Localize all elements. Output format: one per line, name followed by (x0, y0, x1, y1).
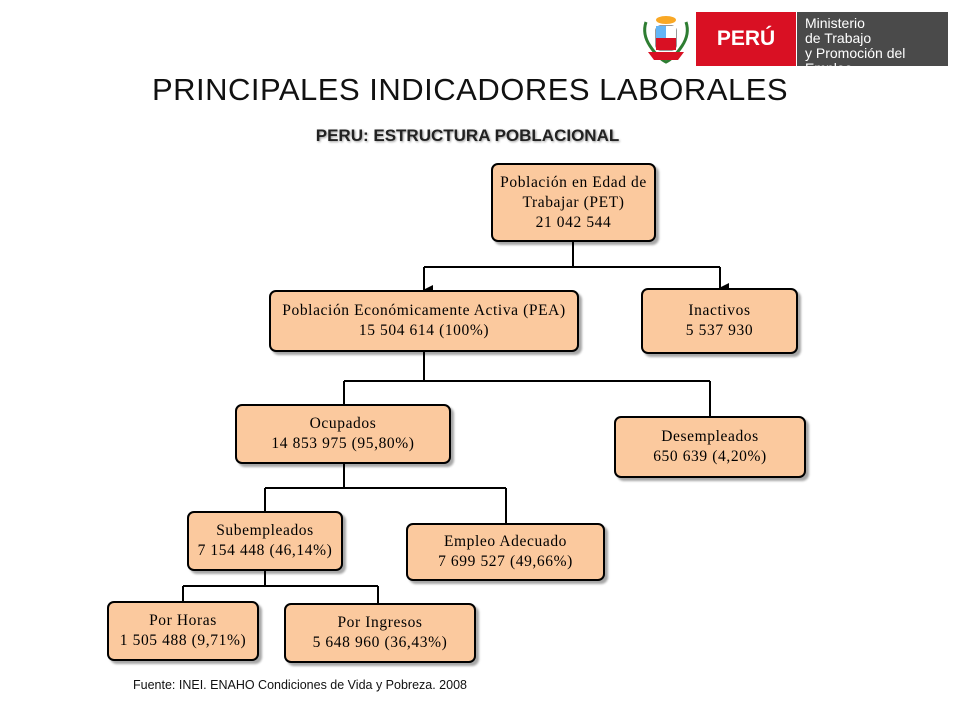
page-subtitle: PERU: ESTRUCTURA POBLACIONAL (315, 126, 620, 145)
node-inactivos-line-1: Inactivos (688, 302, 751, 319)
node-por-horas-line-2: 1 505 488 (9,71%) (119, 632, 247, 649)
node-desempleados-line-1: Desempleados (661, 428, 759, 445)
node-empleo-adecuado-line-2: 7 699 527 (49,66%) (438, 553, 573, 570)
node-por-ingresos-line-1: Por Ingresos (337, 614, 423, 631)
node-pet-line-3: 21 042 544 (535, 213, 612, 231)
page-title: PRINCIPALES INDICADORES LABORALES (151, 72, 789, 107)
node-desempleados (614, 416, 806, 478)
node-por-horas-line-1: Por Horas (149, 612, 217, 629)
node-subempleados-line-2: 7 154 448 (46,14%) (197, 542, 333, 559)
node-ocupados (235, 404, 451, 464)
node-por-ingresos (284, 603, 476, 663)
ministry-line-3: y Promoción del Empleo (805, 45, 906, 76)
node-inactivos (641, 288, 798, 354)
node-por-horas (107, 601, 259, 661)
node-subempleados (187, 511, 343, 571)
node-empleo-adecuado-line-1: Empleo Adecuado (443, 533, 568, 550)
node-pea-line-2: 15 504 614 (100%) (358, 322, 490, 339)
node-pet-line-1: Población en Edad de (500, 173, 647, 191)
node-pet (491, 163, 656, 242)
node-subempleados-line-1: Subempleados (216, 522, 314, 539)
node-desempleados-line-2: 650 639 (4,20%) (653, 448, 767, 465)
node-empleo-adecuado (406, 523, 605, 581)
node-ocupados-line-2: 14 853 975 (95,80%) (271, 435, 415, 452)
node-pea-line-1: Población Económicamente Activa (PEA) (282, 302, 566, 319)
node-pea (269, 290, 579, 352)
node-inactivos-line-2: 5 537 930 (685, 322, 754, 339)
node-ocupados-line-1: Ocupados (309, 415, 377, 432)
node-por-ingresos-line-2: 5 648 960 (36,43%) (312, 634, 448, 651)
country-label: PERÚ (716, 27, 776, 50)
source-note: Fuente: INEI. ENAHO Condiciones de Vida y Pobreza. 2008 (133, 678, 467, 692)
node-pet-line-2: Trabajar (PET) (522, 193, 625, 211)
ministry-line-1: Ministerio (805, 15, 865, 31)
ministry-line-2: de Trabajo (805, 30, 872, 46)
